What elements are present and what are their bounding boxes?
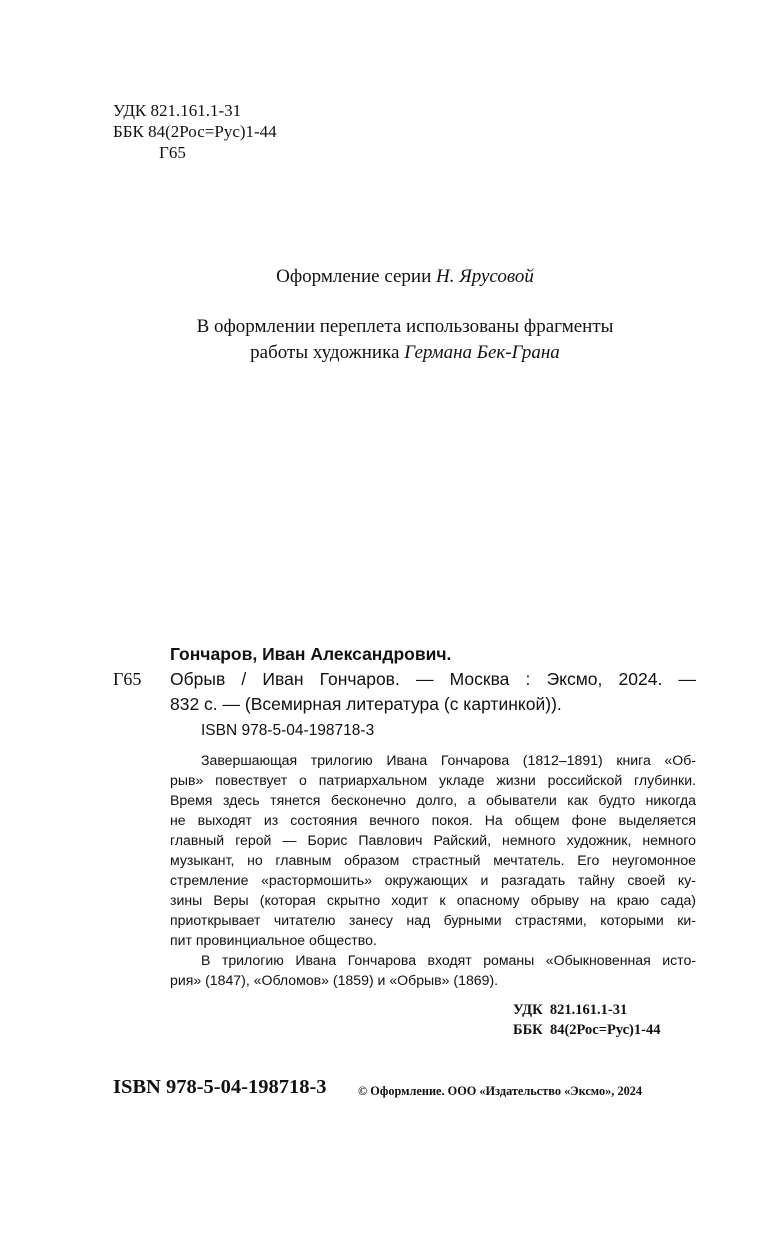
series-design-credit <box>0 266 768 288</box>
annotation-line: главный герой — Борис Павлович Райский, немного художник, немного <box>170 832 696 848</box>
annotation-line: Завершающая трилогию Ивана Гончарова (1812–1891) книга «Об- <box>201 752 696 768</box>
annotation-line: зины Веры (которая скрытно ходит к опасному обрыву на краю сада) <box>170 892 696 908</box>
annotation-line: В трилогию Ивана Гончарова входят романы «Обыкновенная исто- <box>201 952 696 968</box>
annotation-line: пит провинциальное общество. <box>170 932 377 948</box>
udk-code-bottom <box>513 1002 627 1019</box>
author-heading: Гончаров, Иван Александрович. <box>170 644 452 664</box>
author-mark-entry: Г65 <box>113 669 142 689</box>
series-designer-name: Н. Ярусовой <box>436 266 534 287</box>
annotation-line: рия» (1847), «Обломов» (1859) и «Обрыв» (1869). <box>170 972 499 988</box>
entry-isbn: ISBN 978-5-04-198718-3 <box>201 722 375 739</box>
udk-code-top: УДК 821.161.1-31 <box>113 101 242 120</box>
binding-credit-line1: В оформлении переплета использованы фрагменты <box>196 316 614 337</box>
binding-artist-name: Германа Бек-Грана <box>404 342 560 363</box>
annotation-line: стремление «растормошить» окружающих и разгадать тайну своей ку- <box>170 872 696 888</box>
bbk-code-top: ББК 84(2Рос=Рус)1-44 <box>113 122 277 141</box>
title-line-1 <box>170 669 696 690</box>
annotation-line: приоткрывает читателю занесу над бурными страстями, которыми ки- <box>170 912 696 928</box>
binding-credit-line2 <box>0 342 768 364</box>
bbk-code-bottom <box>513 1022 660 1039</box>
bbk-value: 84(2Рос=Рус)1-44 <box>549 1022 661 1038</box>
annotation-line: рыв» повествует о патриархальном укладе жизни российской глубинки. <box>170 772 696 788</box>
binding-credit-prefix: работы художника <box>250 342 405 363</box>
title-line-2: 832 с. — (Всемирная литература (с картинкой)). <box>170 694 562 714</box>
author-mark-top: Г65 <box>159 143 186 162</box>
copyright-notice: © Оформление. ООО «Издательство «Эксмо», 2024 <box>358 1084 643 1098</box>
udk-label: УДК <box>513 1002 543 1018</box>
footer-isbn: ISBN 978-5-04-198718-3 <box>113 1076 327 1098</box>
series-design-prefix: Оформление серии <box>276 266 437 287</box>
annotation-line: Время здесь тянется бесконечно долго, а обыватели как будто никогда <box>170 792 696 808</box>
bbk-label: ББК <box>513 1022 543 1038</box>
annotation-line: не выходят из состояния вечного покоя. На общем фоне выделяется <box>170 812 696 828</box>
annotation-line: музыкант, но главным образом страстный мечтатель. Его неугомонное <box>170 852 696 868</box>
annotation <box>170 750 696 990</box>
title-line-1-text: Обрыв / Иван Гончаров. — Москва : Эксмо, 2024. — <box>170 669 696 689</box>
udk-value: 821.161.1-31 <box>549 1002 628 1018</box>
